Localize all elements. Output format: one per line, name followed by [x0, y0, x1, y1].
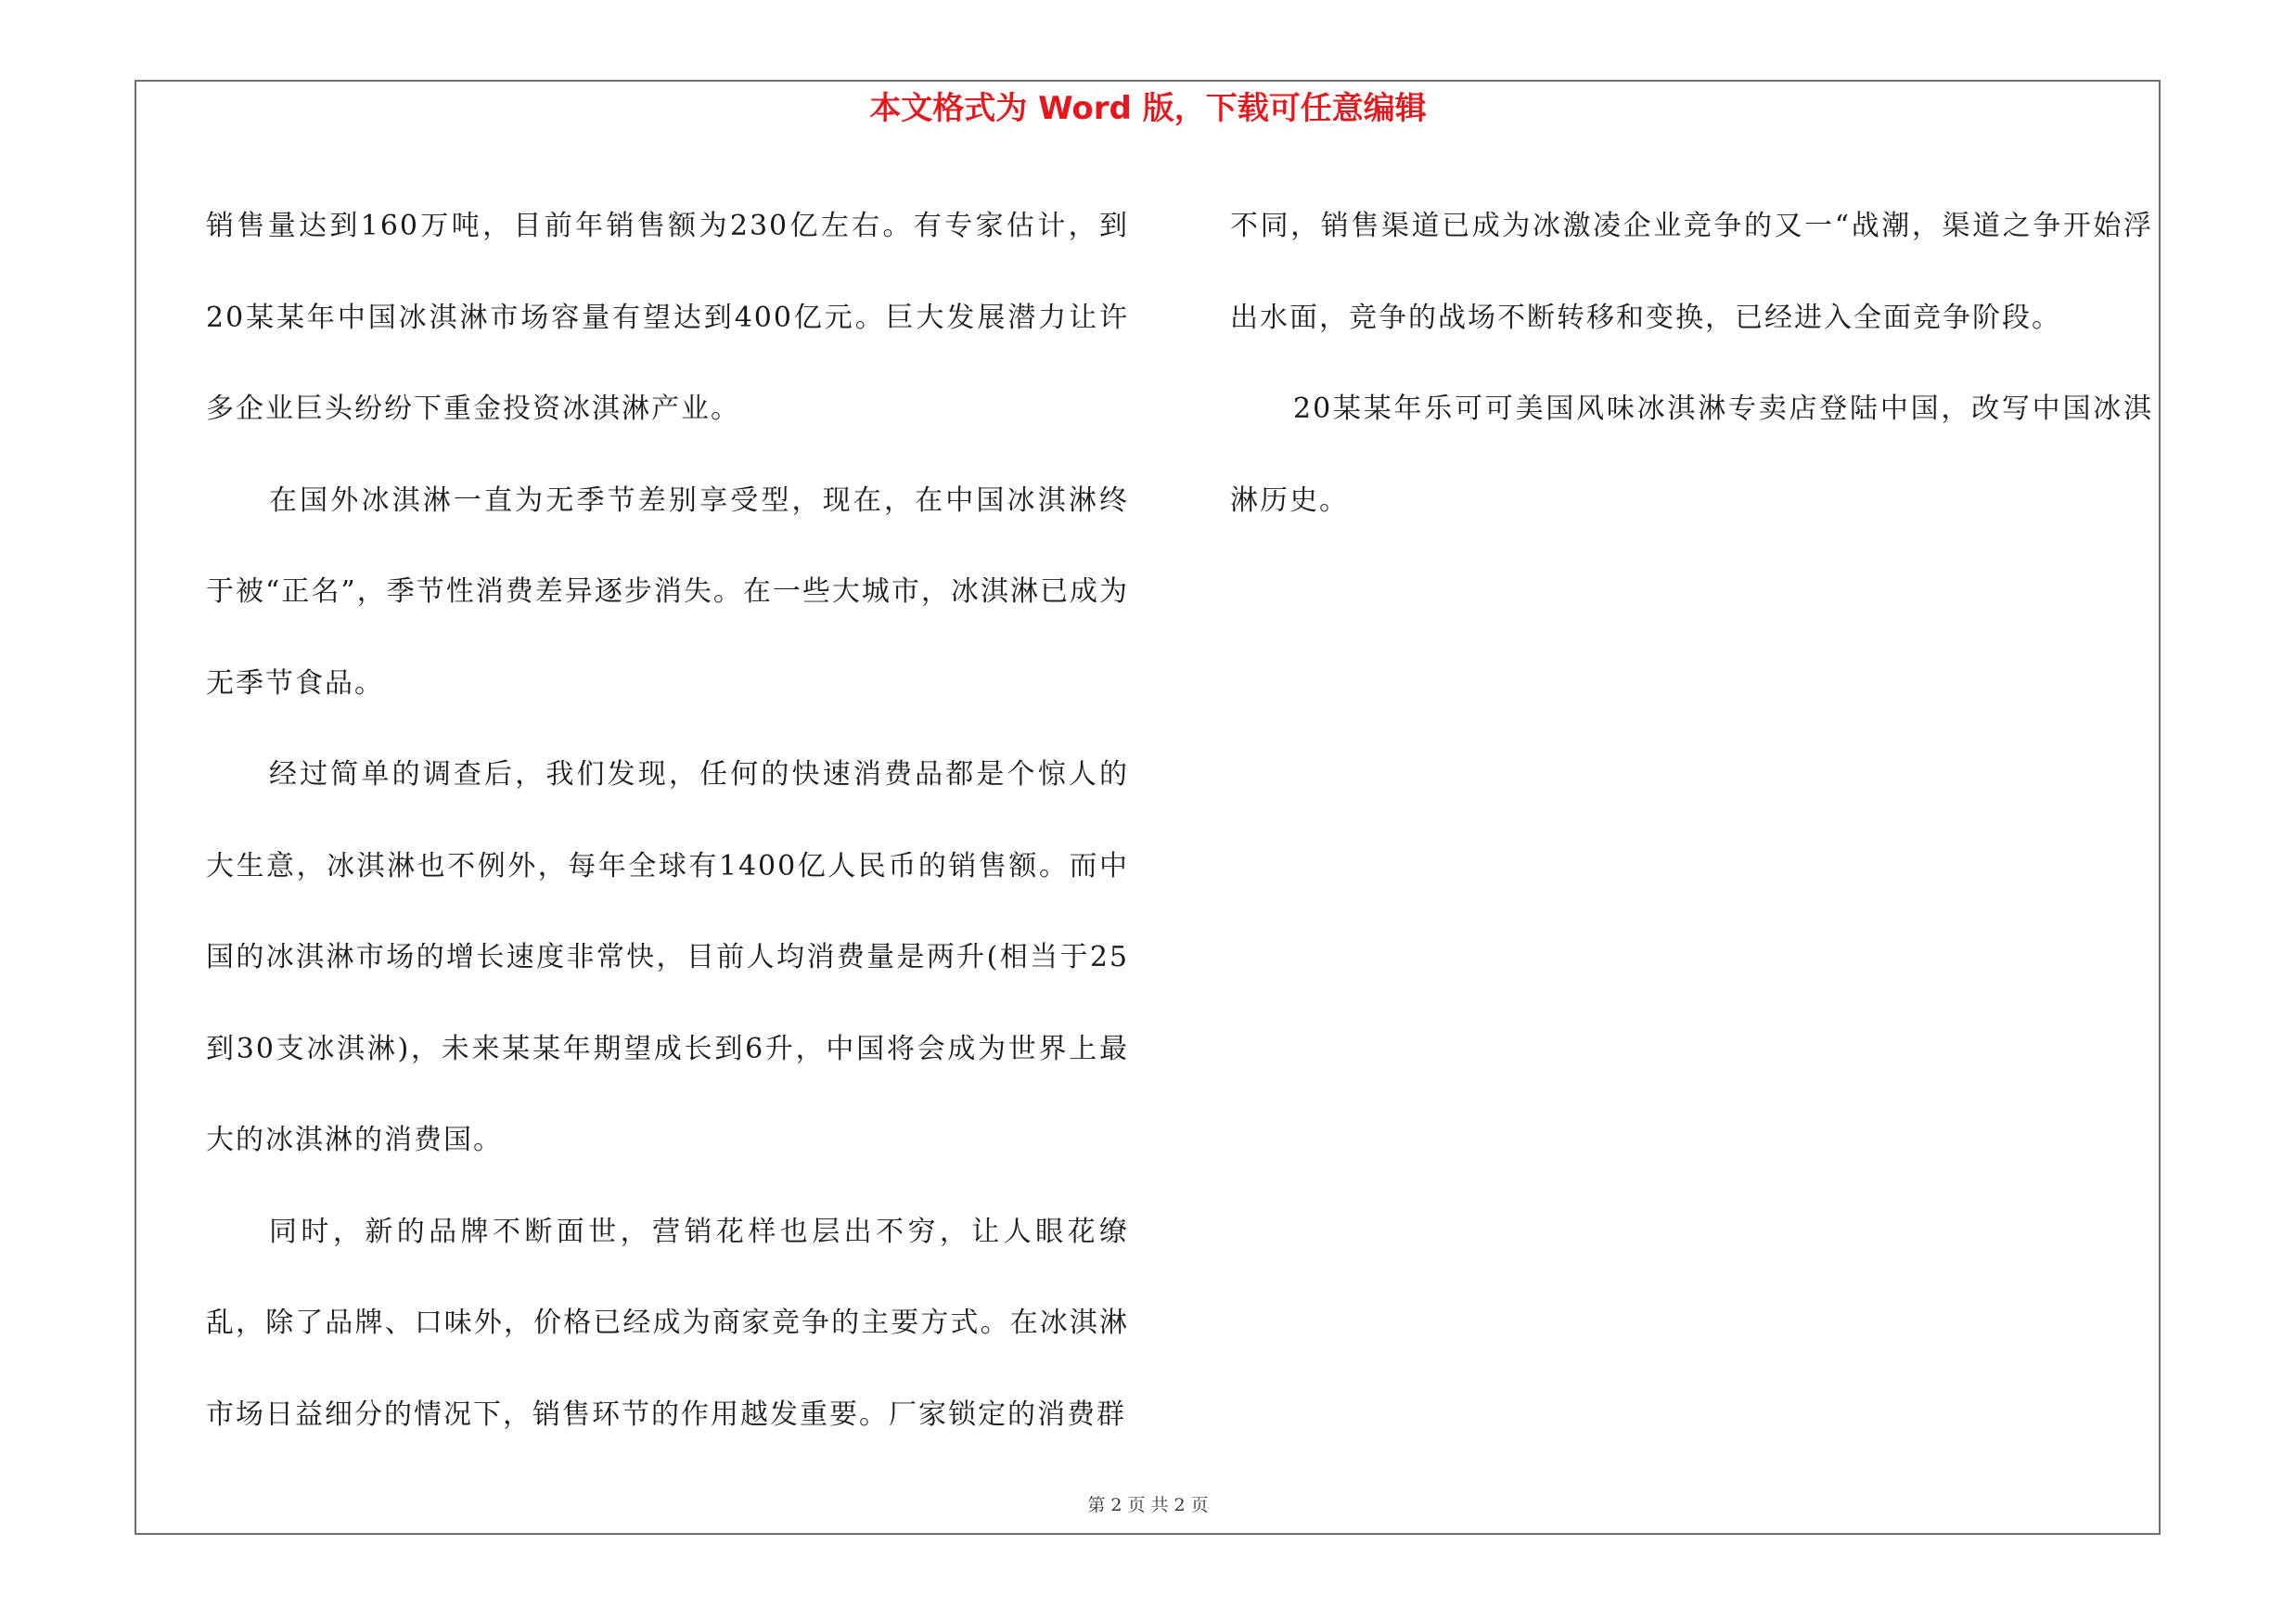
paragraph-left-2: 在国外冰淇淋一直为无季节差别享受型，现在，在中国冰淇淋终于被“正名”，季节性消费差异逐步消失。在一些大城市，冰淇淋已成为无季节食品。 — [206, 483, 1129, 700]
paragraph-left-1: 销售量达到160万吨，目前年销售额为230亿左右。有专家估计，到20某某年中国冰淇淋市场容量有望达到400亿元。巨大发展潜力让许多企业巨头纷纷下重金投资冰淇淋产业。 — [206, 210, 1129, 425]
paragraph-left-4: 同时，新的品牌不断面世，营销花样也层出不穷，让人眼花缭乱，除了品牌、口味外，价格已经成为商家竞争的主要方式。在冰淇淋市场日益细分的情况下，销售环节的作用越发重要。厂家锁定的消费群 — [206, 1215, 1129, 1431]
paragraph-right-1: 不同，销售渠道已成为冰激凌企业竞争的又一“战潮，渠道之争开始浮出水面，竞争的战场不断转移和变换，已经进入全面竞争阶段。 — [1230, 210, 2153, 334]
left-text-column — [206, 181, 1129, 1461]
paragraph-left-3: 经过简单的调查后，我们发现，任何的快速消费品都是个惊人的大生意，冰淇淋也不例外，每年全球有1400亿人民币的销售额。而中国的冰淇淋市场的增长速度非常快，目前人均消费量是两升(相当于25到30支冰淇淋)，未来某某年期望成长到6升，中国将会成为世界上最大的冰淇淋的消费国。 — [206, 758, 1129, 1156]
word-format-banner: 本文格式为 Word 版，下载可任意编辑 — [869, 90, 1427, 127]
page-number-footer: 第 2 页 共 2 页 — [1087, 1495, 1209, 1515]
right-text-column — [1230, 181, 2153, 547]
paragraph-right-2: 20某某年乐可可美国风味冰淇淋专卖店登陆中国，改写中国冰淇淋历史。 — [1230, 393, 2153, 517]
